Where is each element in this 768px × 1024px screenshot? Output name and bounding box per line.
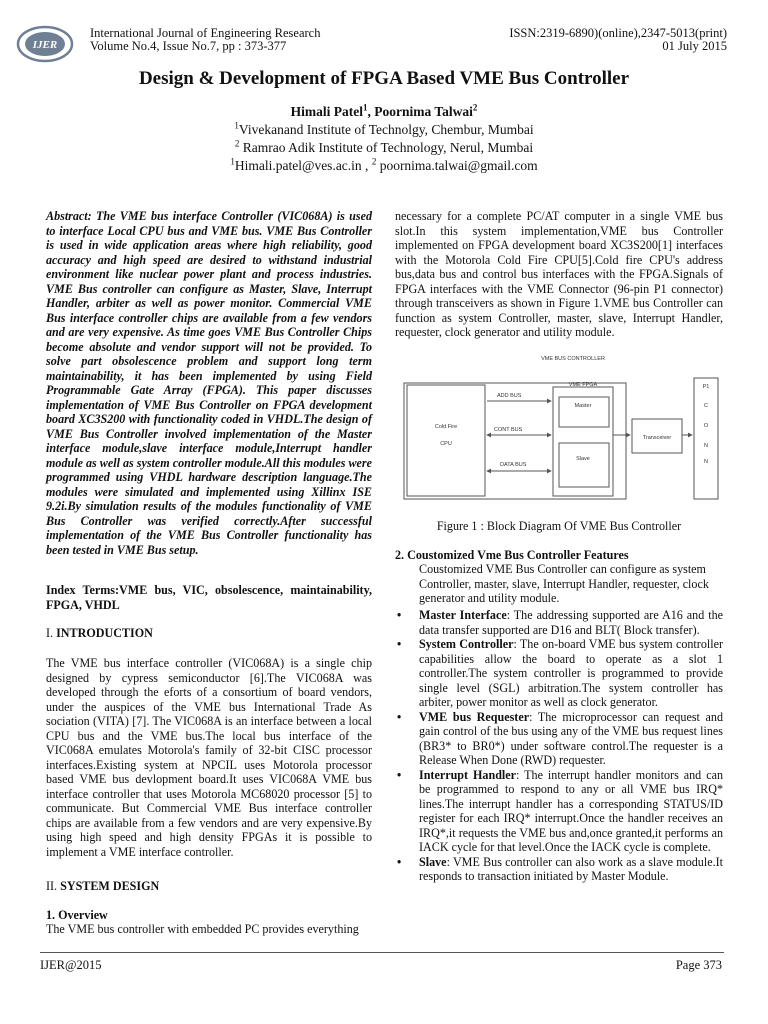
subsection-heading-overview: 1. Overview <box>46 908 108 922</box>
cont-bus-label: CONT BUS <box>494 427 523 433</box>
section-number: I. <box>46 626 57 640</box>
list-item <box>395 637 723 710</box>
journal-volume: Volume No.4, Issue No.7, pp : 373-377 <box>90 39 287 53</box>
journal-logo <box>16 25 74 63</box>
p1-letter: O <box>703 423 709 429</box>
section-title: INTRODUCTION <box>56 626 153 640</box>
affiliation-2-text: Ramrao Adik Institute of Technology, Nerul, Mumbai <box>239 140 534 155</box>
p1-letter: P1 <box>702 384 710 390</box>
email-2: poornima.talwai@gmail.com <box>376 158 538 173</box>
introduction-text: The VME bus interface controller (VIC068A) is a single chip designed by cypress semiconductor [6].The VIC068A was developed through the eforts of a consortium of board vendors, under the auspices of the VME bus International Trade As sociation (VITA) [7]. The VIC068A is an interface between a local CPU bus and the VME bus.The local bus interface of the VIC068A emulates Motorola's family of 32-bit CISC processor interfaces.Existing system at NPCIL uses Motorola processor based VME bus devlopment board.It uses VIC068A VME bus interface controller that uses Motorola MC68020 processor [5] to communicate. But Commercial VME Bus interface controller chips are available from a few vendors and are very expensive.By using high speed and high density FPGAs it is possible to implement a VME interface controller. <box>46 656 372 859</box>
p1-letter: C <box>704 403 708 409</box>
bullet-icon: • <box>397 637 402 651</box>
feature-term: VME bus Requester <box>419 709 530 724</box>
email-2-sup: 2 <box>371 156 377 167</box>
feature-term: Interrupt Handler <box>419 767 517 782</box>
block-diagram-figure <box>403 353 721 501</box>
overview-text: The VME bus controller with embedded PC provides everything <box>46 922 359 936</box>
feature-term: Slave <box>419 854 447 869</box>
issn-header <box>509 27 727 53</box>
journal-header <box>90 27 320 53</box>
features-intro: Coustomized VME Bus Controller can configure as system Controller, master, slave, Interrupt Handler, requester, clock generator and utility module. <box>419 562 709 605</box>
email-1: Himali.patel@ves.ac.in , <box>234 158 372 173</box>
feature-text: : VME Bus controller can also work as a slave module.It responds to transaction initiated by Master Module. <box>419 854 723 883</box>
issn: ISSN:2319-6890)(online),2347-5013(print) <box>509 26 727 40</box>
master-block <box>559 397 609 427</box>
list-item <box>395 768 723 855</box>
p1-letter: N <box>704 443 708 449</box>
transceiver-label: Transceiver <box>642 435 672 441</box>
bullet-icon: • <box>397 767 402 782</box>
page-number: Page 373 <box>675 958 722 972</box>
affiliation-1 <box>0 122 768 138</box>
cpu-label-2: CPU <box>440 441 452 447</box>
bullet-icon: • <box>397 854 402 869</box>
slave-block <box>559 443 609 487</box>
figure-caption: Figure 1 : Block Diagram Of VME Bus Controller <box>436 519 682 533</box>
feature-term: Master Interface <box>419 608 507 622</box>
index-terms: Index Terms:VME bus, VIC, obsolescence, maintainability, FPGA, VHDL <box>46 583 372 612</box>
features-list <box>395 608 723 884</box>
add-bus-label: ADD BUS <box>497 393 522 399</box>
section-heading-system-design <box>46 879 372 894</box>
data-bus-label: DATA BUS <box>500 462 527 468</box>
journal-name: International Journal of Engineering Research <box>90 26 321 40</box>
list-item <box>395 608 723 637</box>
slave-label: Slave <box>576 456 590 462</box>
feature-text: : The addressing supported are A16 and the data transfer supported are D16 and BLT( Block transfer). <box>419 608 723 637</box>
feature-text: : The interrupt handler monitors and can be programmed to respond to any or all VME bus IRQ* lines.The interrupt handler has a corresponding STATUS/ID register for each IRQ* interrupt.Once the handler receives an IRQ*,it requests the VME bus and,once granted,it performs an IACK cycle for that level.Once the IACK cycle is complete. <box>419 767 723 854</box>
affiliation-2 <box>0 140 768 156</box>
bullet-icon: • <box>397 709 402 724</box>
author-2-sup: 2 <box>472 102 478 113</box>
list-item <box>395 855 723 884</box>
master-label: Master <box>574 403 592 409</box>
author-1: Himali Patel <box>290 104 363 119</box>
author-2: Poornima Talwai <box>374 104 473 119</box>
section-title: SYSTEM DESIGN <box>60 879 160 893</box>
overview-text-continued: necessary for a complete PC/AT computer in a single VME bus slot.In this system implementation,VME bus Controller implemented on FPGA development board XC3S200[1] interfaces with the Motorola Cold Fire CPU[5].Cold fire CPU's address bus,data bus and control bus interfaces with the FPGA.Signals of FPGA interfaces with the VME Connector (96-pin P1 connector) through transceivers as shown in Figure 1.VME bus Controller can function as system Controller, master, slave, Interrupt Handler, requester, clock generator and utility module. <box>395 209 723 339</box>
p1-connector-block <box>694 378 718 499</box>
footer-divider <box>40 952 724 953</box>
fpga-label: VME FPGA <box>568 382 598 388</box>
bullet-icon: • <box>397 608 402 622</box>
list-item <box>395 710 723 768</box>
controller-box <box>404 383 626 499</box>
author-1-sup: 1 <box>362 102 368 113</box>
section-heading-introduction <box>46 626 372 641</box>
section-heading-features: 2. Coustomized Vme Bus Controller Features <box>395 548 629 562</box>
footer-copyright: IJER@2015 <box>40 958 102 972</box>
p1-letter: N <box>704 459 708 465</box>
email-1-sup: 1 <box>230 156 235 167</box>
diagram-title: VME BUS CONTROLLER <box>541 356 605 362</box>
author-separator: , <box>367 104 375 119</box>
section-number: II. <box>46 879 61 893</box>
cpu-label-1: Cold Fire <box>434 424 458 430</box>
publication-date: 01 July 2015 <box>662 39 727 53</box>
authors <box>0 104 768 120</box>
affiliation-1-text: Vivekanand Institute of Technolgy, Chembur, Mumbai <box>238 122 534 137</box>
logo-text: IJER <box>32 39 58 51</box>
abstract: Abstract: The VME bus interface Controller (VIC068A) is used to interface Local CPU bus and VME bus. VME Bus Controller is used in wide application areas where high reliability, good accuracy and high speed are desired to withstand industrial environment like nuclear power plant and process industries. VME Bus controller can configure as Master, Slave, Interrupt Handler, arbiter as well as power monitor. Commercial VME Bus interface controller chips are available from a few vendors and are very expensive. As time goes VME Bus Controller Chips become absolute and vendor support will not be provided. To solve part obsolescence problem and support long term maintainability, it has been implemented by using Field Programmable Gate Array (FPGA). This paper discusses implementation of VME Bus Controller on FPGA development board XC3S200 with functionality coded in VHDL.The design of VME Bus Controller involved implementation of the Master interface module,slave interface module,Interrupt handler module as well as system controller module.All this modules were programmed using VHDL hardware description language.The modules were simulated and implemented using Xillinx ISE 9.2i.By simulation results of the modules functionality of VME Bus Controller was verified correctly.After successful implementation of the VME Bus Controller functionality has been tested in VME Bus setup. <box>46 209 372 557</box>
paper-title: Design & Development of FPGA Based VME Bus Controller <box>138 68 630 89</box>
author-emails <box>0 158 768 174</box>
affiliation-2-sup: 2 <box>234 138 240 149</box>
feature-term: System Controller <box>419 637 514 651</box>
feature-text: : The microprocessor can request and gain control of the bus using any of the VME bus request lines (BR3* to BR0*) under software control.The requester is a Release When Done (RWD) requester. <box>419 709 724 767</box>
affiliation-1-sup: 1 <box>234 120 239 131</box>
feature-text: : The on-board VME bus system controller capabilities allow the board to operate as a slot 1 controller.The system controller is programmed to provide single level (SGL) arbitration.The system controller has arbiter, power monitor as well as clock generator. <box>419 637 723 709</box>
